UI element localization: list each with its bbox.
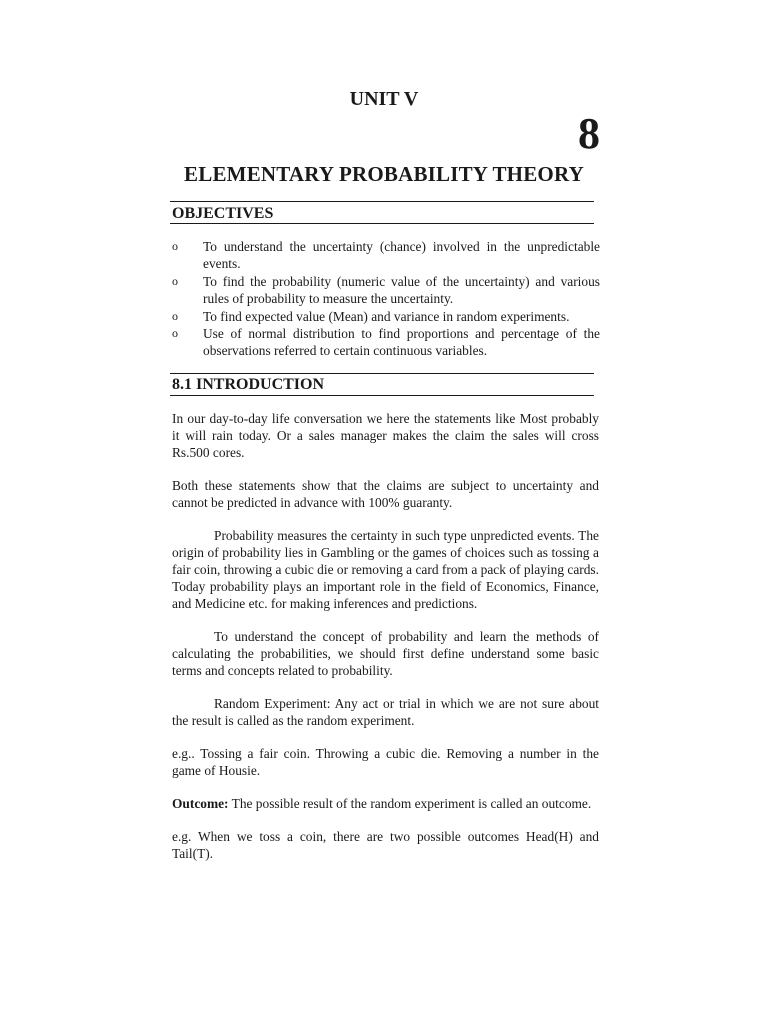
- introduction-heading: 8.1 INTRODUCTION: [172, 376, 325, 393]
- paragraph: e.g. When we toss a coin, there are two possible outcomes Head(H) and Tail(T).: [172, 829, 599, 861]
- outcome-term: Outcome:: [172, 796, 229, 811]
- objective-item: [170, 308, 600, 325]
- chapter-number: 8: [578, 109, 600, 158]
- bullet-icon: o: [172, 239, 178, 253]
- objective-text: To find expected value (Mean) and variance in random experiments.: [203, 308, 570, 324]
- introduction-body: [172, 410, 599, 878]
- objective-text: To understand the uncertainty (chance) involved in the unpredictable events.: [203, 239, 600, 272]
- paragraph: e.g.. Tossing a fair coin. Throwing a cubic die. Removing a number in the game of Housie.: [172, 746, 599, 778]
- objectives-top-rule: [170, 201, 594, 202]
- unit-label: UNIT V: [349, 88, 419, 110]
- paragraph: Random Experiment: Any act or trial in which we are not sure about the result is called as the random experiment.: [172, 696, 599, 728]
- objectives-list: [170, 238, 600, 360]
- bullet-icon: o: [172, 273, 178, 288]
- introduction-bottom-rule: [170, 395, 594, 396]
- objective-item: [170, 273, 600, 308]
- introduction-top-rule: [170, 373, 594, 374]
- chapter-title: ELEMENTARY PROBABILITY THEORY: [184, 162, 584, 186]
- objective-item: [170, 325, 600, 360]
- outcome-paragraph: [172, 795, 599, 812]
- objectives-bottom-rule: [170, 223, 594, 224]
- objective-item: [170, 238, 600, 273]
- paragraph: Probability measures the certainty in such type unpredicted events. The origin of probability lies in Gambling or the games of choices such as tossing a fair coin, throwing a cubic die or removing a card from a pack of playing cards. Today probability plays an important role in the field of Economics, Finance, and Medicine etc. for making inferences and predictions.: [172, 528, 599, 611]
- paragraph: In our day-to-day life conversation we here the statements like Most probably it will rain today. Or a sales manager makes the claim the sales will cross Rs.500 cores.: [172, 411, 599, 460]
- objective-text: Use of normal distribution to find proportions and percentage of the observations referred to certain continuous variables.: [203, 326, 600, 359]
- objectives-heading: OBJECTIVES: [172, 205, 274, 222]
- bullet-icon: o: [172, 308, 178, 323]
- objective-text: To find the probability (numeric value of the uncertainty) and various rules of probability to measure the uncertainty.: [203, 273, 600, 307]
- outcome-definition: The possible result of the random experiment is called an outcome.: [231, 796, 592, 811]
- paragraph: Both these statements show that the claims are subject to uncertainty and cannot be predicted in advance with 100% guaranty.: [172, 478, 599, 510]
- bullet-icon: o: [172, 326, 178, 341]
- paragraph: To understand the concept of probability and learn the methods of calculating the probabilities, we should first define understand some basic terms and concepts related to probability.: [172, 629, 599, 678]
